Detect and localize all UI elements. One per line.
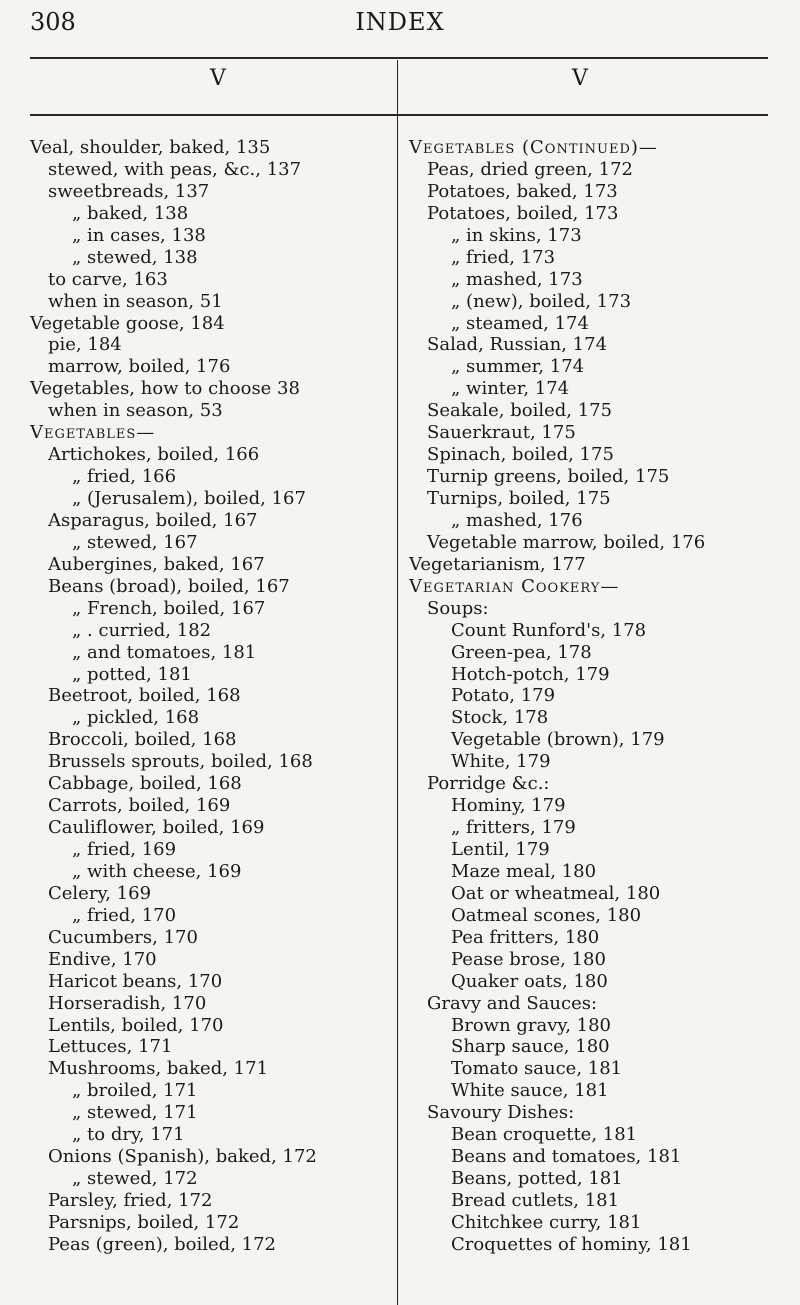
index-entry: marrow, boiled, 176 (48, 356, 231, 378)
index-entry: Lentils, boiled, 170 (48, 1014, 224, 1036)
running-head: INDEX (355, 8, 445, 36)
index-entry: Cabbage, boiled, 168 (48, 773, 242, 795)
index-entry: Stock, 178 (451, 707, 549, 729)
index-entry: Count Runford's, 178 (451, 619, 647, 641)
index-entry: Vegetarian Cookery— (409, 575, 620, 597)
index-entry: Carrots, boiled, 169 (48, 795, 231, 817)
index-entry: Horseradish, 170 (48, 992, 207, 1014)
index-entry: Tomato sauce, 181 (451, 1058, 623, 1080)
index-entry: Parsley, fried, 172 (48, 1190, 213, 1211)
index-entry: Vegetarianism, 177 (409, 553, 586, 575)
index-entry: „ fritters, 179 (451, 817, 576, 839)
index-entry: „ to dry, 171 (72, 1124, 185, 1146)
left-column (30, 137, 392, 1256)
index-entry: „ fried, 173 (451, 246, 556, 268)
index-entry: White, 179 (451, 751, 551, 773)
index-entry: „ French, boiled, 167 (72, 597, 266, 619)
index-entry: Vegetables— (30, 422, 156, 444)
index-entry: Cauliflower, boiled, 169 (48, 817, 265, 839)
index-entry: Cucumbers, 170 (48, 926, 198, 948)
index-entry: Endive, 170 (48, 948, 157, 970)
index-entry: Lettuces, 171 (48, 1036, 173, 1058)
index-entry: when in season, 51 (48, 290, 223, 312)
index-entry: Spinach, boiled, 175 (427, 444, 614, 466)
index-entry: pie, 184 (48, 334, 122, 356)
index-entry: „ in skins, 173 (451, 224, 582, 246)
index-entry: Veal, shoulder, baked, 135 (30, 137, 271, 158)
index-entry: „ stewed, 138 (72, 246, 198, 268)
index-entry: Potato, 179 (451, 685, 556, 707)
index-entry: „ (Jerusalem), boiled, 167 (72, 488, 306, 509)
index-entry: Hotch-potch, 179 (451, 663, 610, 685)
index-entry: White sauce, 181 (451, 1080, 609, 1102)
index-entry: Mushrooms, baked, 171 (48, 1058, 269, 1080)
index-entry: „ mashed, 176 (451, 509, 583, 531)
index-entry: Gravy and Sauces: (427, 992, 598, 1014)
index-entry: Vegetables, how to choose 38 (30, 378, 300, 400)
index-entry: Onions (Spanish), baked, 172 (48, 1146, 317, 1168)
index-entry: Beetroot, boiled, 168 (48, 685, 241, 707)
index-entry: Turnip greens, boiled, 175 (427, 466, 670, 488)
index-entry: „ summer, 174 (451, 356, 585, 378)
index-entry: „ broiled, 171 (72, 1080, 198, 1102)
index-entry: „ mashed, 173 (451, 268, 583, 290)
index-entry: Sauerkraut, 175 (427, 422, 576, 444)
index-entry: „ stewed, 167 (72, 531, 198, 553)
index-entry: Celery, 169 (48, 882, 152, 904)
index-entry: Bread cutlets, 181 (451, 1190, 620, 1211)
index-entry: Peas (green), boiled, 172 (48, 1233, 277, 1255)
index-entry: Pea fritters, 180 (451, 926, 600, 948)
right-column (409, 137, 789, 1256)
header-rule (30, 114, 768, 116)
index-entry: Oatmeal scones, 180 (451, 904, 642, 926)
index-entry: „ potted, 181 (72, 663, 192, 685)
index-entry: Asparagus, boiled, 167 (48, 509, 258, 531)
index-entry: Brown gravy, 180 (451, 1014, 611, 1036)
index-entry: when in season, 53 (48, 400, 223, 422)
index-entry: „ in cases, 138 (72, 224, 206, 246)
index-entry: Vegetables (Continued)— (409, 137, 658, 158)
index-entry: Savoury Dishes: (427, 1102, 575, 1124)
index-entry: „ stewed, 172 (72, 1168, 198, 1190)
index-entry: Brussels sprouts, boiled, 168 (48, 751, 313, 773)
index-entry: Parsnips, boiled, 172 (48, 1211, 240, 1233)
index-entry: Lentil, 179 (451, 839, 550, 860)
index-entry: to carve, 163 (48, 268, 168, 290)
index-entry: Oat or wheatmeal, 180 (451, 882, 661, 904)
index-entry: Soups: (427, 597, 489, 619)
index-entry: „ baked, 138 (72, 202, 189, 224)
index-entry: Croquettes of hominy, 181 (451, 1233, 692, 1255)
index-entry: Artichokes, boiled, 166 (48, 444, 260, 466)
index-entry: „ (new), boiled, 173 (451, 290, 632, 312)
index-entry: Beans and tomatoes, 181 (451, 1146, 682, 1168)
index-entry: Turnips, boiled, 175 (427, 488, 611, 509)
index-entry: „ . curried, 182 (72, 619, 212, 641)
index-entry: Sharp sauce, 180 (451, 1036, 610, 1058)
top-rule (30, 57, 768, 59)
index-entry: Vegetable marrow, boiled, 176 (427, 531, 706, 553)
index-entry: Beans (broad), boiled, 167 (48, 575, 290, 597)
right-column-letter: V (572, 66, 588, 91)
index-entry: Porridge &c.: (427, 773, 550, 795)
index-entry: Pease brose, 180 (451, 948, 606, 970)
index-entry: Bean croquette, 181 (451, 1124, 638, 1146)
index-entry: sweetbreads, 137 (48, 180, 210, 202)
index-entry: Potatoes, boiled, 173 (427, 202, 619, 224)
index-entry: stewed, with peas, &c., 137 (48, 158, 302, 180)
index-entry: Maze meal, 180 (451, 860, 597, 882)
index-entry: Chitchkee curry, 181 (451, 1211, 642, 1233)
index-entry: „ winter, 174 (451, 378, 570, 400)
index-entry: Hominy, 179 (451, 795, 566, 817)
index-entry: Quaker oats, 180 (451, 970, 608, 992)
index-entry: Vegetable (brown), 179 (451, 729, 665, 751)
index-entry: Haricot beans, 170 (48, 970, 223, 992)
index-entry: „ with cheese, 169 (72, 860, 242, 882)
index-entry: „ fried, 166 (72, 466, 177, 488)
index-entry: „ fried, 169 (72, 839, 177, 860)
index-entry: „ steamed, 174 (451, 312, 589, 334)
index-entry: „ pickled, 168 (72, 707, 200, 729)
index-entry: Peas, dried green, 172 (427, 158, 633, 180)
page-number: 308 (30, 8, 76, 36)
column-divider (397, 60, 398, 1305)
index-entry: Broccoli, boiled, 168 (48, 729, 237, 751)
index-entry: Aubergines, baked, 167 (48, 553, 265, 575)
index-entry: Salad, Russian, 174 (427, 334, 608, 356)
index-entry: „ fried, 170 (72, 904, 177, 926)
index-entry: Green-pea, 178 (451, 641, 592, 663)
index-entry: Vegetable goose, 184 (30, 312, 225, 334)
index-entry: Beans, potted, 181 (451, 1168, 623, 1190)
index-entry: Seakale, boiled, 175 (427, 400, 613, 422)
left-column-letter: V (210, 66, 226, 91)
index-entry: „ stewed, 171 (72, 1102, 198, 1124)
index-entry: Potatoes, baked, 173 (427, 180, 618, 202)
index-entry: „ and tomatoes, 181 (72, 641, 257, 663)
